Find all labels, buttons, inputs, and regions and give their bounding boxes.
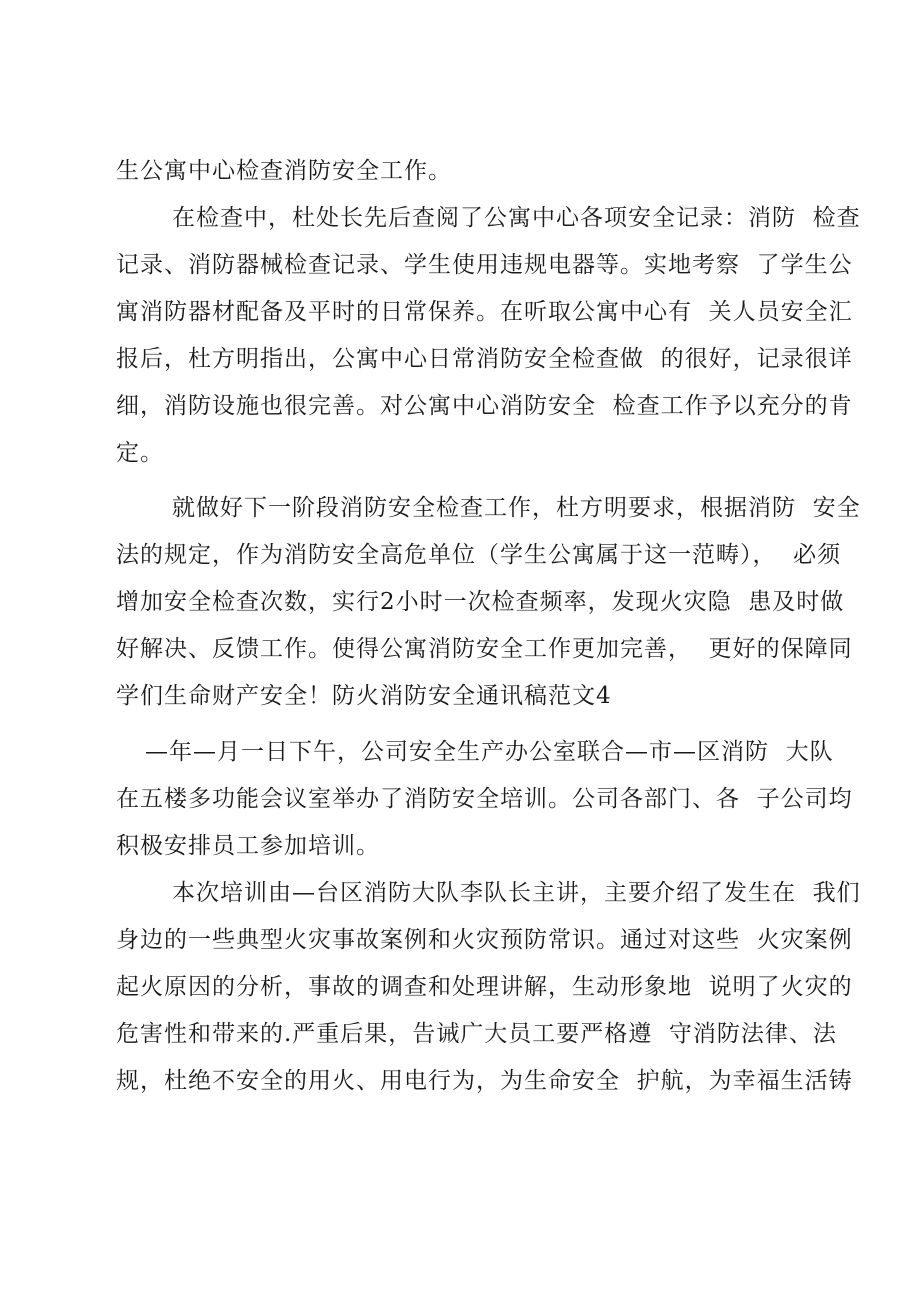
text-line: 增加安全检查次数，实行2小时一次检查频率，发现火灾隐 患及时做 — [116, 589, 845, 615]
text-line: 定。 — [116, 440, 164, 466]
text-line: 危害性和带来的.严重后果，告诫广大员工要严格遵 守消防法律、法 — [116, 1021, 837, 1047]
text-line: 起火原因的分析，事故的调查和处理讲解，生动形象地 说明了火灾的 — [116, 974, 853, 1000]
text-line: 报后，杜方明指出，公寓中心日常消防安全检查做 的很好，记录很详 — [116, 346, 853, 372]
text-line: 生公寓中心检查消防安全工作。 — [116, 158, 452, 184]
text-line: 就做好下一阶段消防安全检查工作，杜方明要求，根据消防 安全 — [172, 495, 861, 521]
text-line: 规，杜绝不安全的用火、用电行为，为生命安全 护航，为幸福生活铸 — [116, 1068, 853, 1094]
text-line: 在五楼多功能会议室举办了消防安全培训。公司各部门、各 子公司均 — [116, 786, 853, 812]
text-line: 学们生命财产安全！防火消防安全通讯稿范文4 — [116, 683, 612, 709]
text-line: 本次培训由—台区消防大队李队长主讲，主要介绍了发生在 我们 — [172, 880, 861, 906]
text-line: 寓消防器材配备及平时的日常保养。在听取公寓中心有 关人员安全汇 — [116, 299, 853, 325]
text-line: 细，消防设施也很完善。对公寓中心消防安全 检查工作予以充分的肯 — [116, 393, 853, 419]
text-line: 身边的一些典型火灾事故案例和火灾预防常识。通过对这些 火灾案例 — [116, 927, 853, 953]
text-line: —年—月一日下午，公司安全生产办公室联合—市—区消防 大队 — [145, 739, 834, 765]
text-line: 法的规定，作为消防安全高危单位（学生公寓属于这一范畴）， 必须 — [116, 542, 842, 568]
text-line: 好解决、反馈工作。使得公寓消防安全工作更加完善， 更好的保障同 — [116, 636, 853, 662]
text-line: 积极安排员工参加培训。 — [116, 833, 380, 859]
text-line: 记录、消防器械检查记录、学生使用违规电器等。实地考察 了学生公 — [116, 252, 853, 278]
text-line: 在检查中，杜处长先后查阅了公寓中心各项安全记录：消防 检查 — [172, 205, 861, 231]
